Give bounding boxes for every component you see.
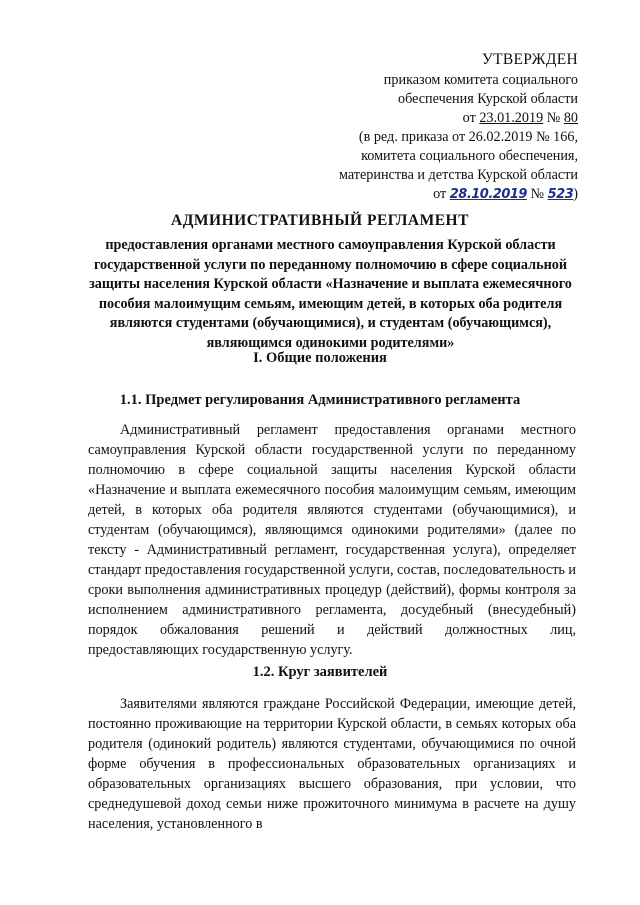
approval-line-1: приказом комитета социального xyxy=(383,72,578,88)
amendment-close-paren: ) xyxy=(573,186,578,202)
handwritten-amendment-number: 523 xyxy=(547,187,574,202)
approval-order-date: 23.01.2019 xyxy=(479,110,544,126)
approval-line-2: обеспечения Курской области xyxy=(397,91,578,107)
document-subtitle: предоставления органами местного самоуправления Курской области государственной услуги по переданному полномочию в сфере социальной защиты населения Курской области «Назначение и выплата ежемесячного пособия малоимущим семьям, имеющим детей, в которых оба родителя являются студентами (обучающимися), и студентам (обучающимся), являющимся одинокими родителями» xyxy=(89,237,572,351)
approval-block xyxy=(339,50,578,204)
subsection-heading-1-2: 1.2. Круг заявителей xyxy=(252,664,388,680)
amendment-number-label: № xyxy=(526,186,548,202)
amendment-line-2: комитета социального обеспечения, xyxy=(361,148,578,164)
paragraph-1-2: Заявителями являются граждане Российской Федерации, имеющие детей, постоянно проживающие на территории Курской области, в семьях которых оба родителя (одинокий родитель) являются студентами, обучающимися по очной форме обучения в профессиональных образовательных организациях и образовательных организациях высшего образования, при условии, что среднедушевой доход семьи ниже прожиточного минимума в расчете на душу населения, установленного в xyxy=(88,696,576,832)
approval-from-label: от xyxy=(462,110,480,126)
amendment-line-1: (в ред. приказа от 26.02.2019 № 166, xyxy=(358,129,578,145)
approval-line-3 xyxy=(339,109,578,128)
amendment-line-3: материнства и детства Курской области xyxy=(338,167,578,183)
approval-heading: УТВЕРЖДЕН xyxy=(481,51,578,68)
document-title: АДМИНИСТРАТИВНЫЙ РЕГЛАМЕНТ xyxy=(171,212,469,229)
amendment-line-4 xyxy=(339,185,578,204)
section-heading-general: I. Общие положения xyxy=(253,350,387,366)
approval-order-number: 80 xyxy=(563,110,578,126)
paragraph-1-1: Административный регламент предоставления органами местного самоуправления Курской области государственной услуги по переданному полномочию в сфере социальной защиты населения Курской области «Назначение и выплата ежемесячного пособия малоимущим семьям, имеющим детей, в которых оба родителя являются студентами (обучающимися), и студентам (обучающимся), являющимся одинокими родителями» (далее по тексту - Административный регламент, государственная услуга), определяет стандарт предоставления государственной услуги, состав, последовательность и сроки выполнения административных процедур (действий), формы контроля за исполнением административного регламента, досудебный (внесудебный) порядок обжалования решений и действий должностных лиц, предоставляющих государственную услугу. xyxy=(88,422,577,658)
handwritten-amendment-date: 28.10.2019 xyxy=(449,187,527,202)
approval-number-label: № xyxy=(543,110,564,126)
subsection-heading-1-1: 1.1. Предмет регулирования Административного регламента xyxy=(119,392,521,408)
amendment-from-label: от xyxy=(433,186,450,202)
